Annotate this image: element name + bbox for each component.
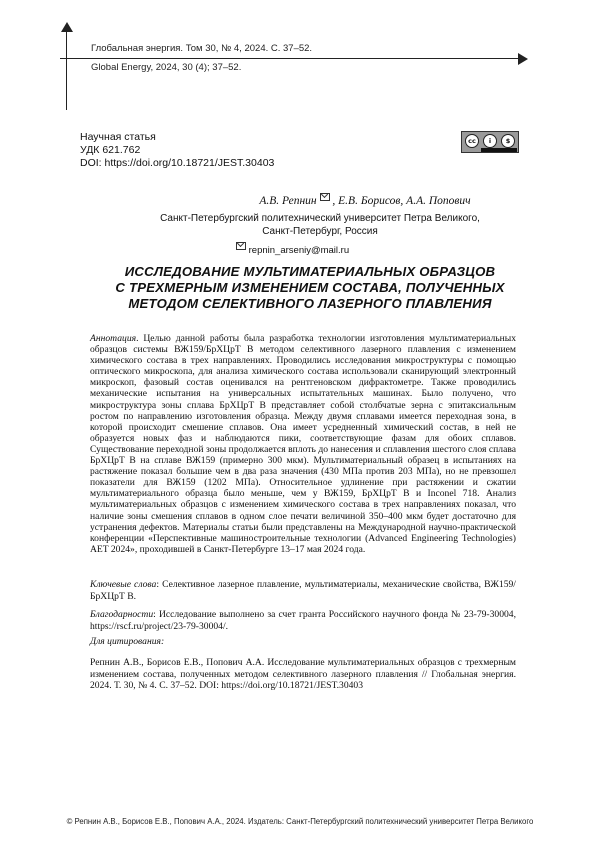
abstract-label: Аннотация <box>90 333 137 344</box>
acknowledgments-text: : Исследование выполнено за счет гранта Российского научного фонда № 23-79-30004, https://rscf.ru/project/23-79-30004/. <box>90 609 516 632</box>
acknowledgments-label: Благодарности <box>90 609 154 620</box>
journal-line-ru: Глобальная энергия. Том 30, № 4, 2024. С. 37–52. <box>91 43 313 54</box>
arrow-right-icon <box>518 53 528 65</box>
keywords-label: Ключевые слова <box>90 579 157 590</box>
title-line-1: ИССЛЕДОВАНИЕ МУЛЬТИМАТЕРИАЛЬНЫХ ОБРАЗЦОВ <box>124 264 496 279</box>
affiliation-line-1: Санкт-Петербургский политехнический университет Петра Великого, <box>160 213 480 224</box>
udc: УДК 621.762 <box>80 144 141 156</box>
header-horizontal-rule <box>60 58 520 59</box>
email <box>236 242 349 256</box>
authors <box>0 193 600 207</box>
keywords-text: : Селективное лазерное плавление, мультиматериалы, механические свойства, ВЖ159/БрХЦрТ В. <box>90 579 516 602</box>
arrow-up-icon <box>61 22 73 32</box>
journal-line-en: Global Energy, 2024, 30 (4); 37–52. <box>91 62 242 73</box>
title-line-3: МЕТОДОМ СЕЛЕКТИВНОГО ЛАЗЕРНОГО ПЛАВЛЕНИЯ <box>128 296 492 311</box>
authors-rest: , Е.В. Борисов, А.А. Попович <box>332 195 471 207</box>
title-line-2: С ТРЕХМЕРНЫМ ИЗМЕНЕНИЕМ СОСТАВА, ПОЛУЧЕННЫХ <box>115 280 505 295</box>
header-vertical-rule <box>66 28 67 110</box>
citation-text: Репнин А.В., Борисов Е.В., Попович А.А. Исследование мультиматериальных образцов с трехмерным изменением состава, полученных методом селективного лазерного плавления // Глобальная энергия. 2024. Т. 30, № 4. С. 37–52. DOI: https://doi.org/10.18721/JEST.30403 <box>90 657 516 692</box>
email-link[interactable]: repnin_arseniy@mail.ru <box>248 245 350 256</box>
license-bar <box>481 148 517 152</box>
citation-label: Для цитирования: <box>90 636 165 647</box>
abstract <box>90 333 516 555</box>
affiliation-line-2: Санкт-Петербург, Россия <box>262 226 378 237</box>
by-icon: i <box>483 134 497 148</box>
abstract-text: . Целью данной работы была разработка технологии изготовления мультиматериальных образцов системы ВЖ159/БрХЦрТ В методом селективного лазерного плавления с изменением химического состава в трех направлениях. Проводились исследования микроструктуры с помощью оптического микроскопа, для анализа химического состава использовали сканирующий электронный микроскоп, фазовый состав оценивался на рентгеновском дифрактометре. Также проводились механические испытания на универсальных испытательных машинах. Было получено, что микроструктура зоны сплава БрХЦрТ В представляет собой столбчатые зерна с эпитаксиальным ростом по направлению изготовления образца. Между двумя сплавами имеется переходная зона, в которой происходит смешение сплавов. Она имеет усредненный химический состав, в ней не образуется новых фаз и наблюдаются пики, соответствующие фазам для обоих сплавов. Существование переходной зоны продолжается вплоть до нанесения и сплавления шестого слоя сплава БрХЦрТ В на сплаве ВЖ159 (примерно 300 мкм). Мультиматериальный образец в испытаниях на растяжение показал большие чем в два раза значения (430 МПа против 203 МПа), но не превзошел показатели для ВЖ159 (1202 МПа). Относительное удлинение при растяжении и сжатии мультиматериального образца было меньше, чем у ВЖ159, БрХЦрТ В и Inconel 718. Анализ мультиматериальных образцов с изменением химического состава в трех направлениях показал, что наличие зоны смешения сплавов в одном слое печати величиной 350–400 мкм будет достаточно для устранения дефектов. Материалы статьи были представлены на Международной научно-практической конференции «Перспективные машиностроительные технологии (Advanced Engineering Technologies) AET 2024», проходившей в Санкт-Петербурге 13–17 мая 2024 года. <box>90 333 516 555</box>
envelope-icon <box>320 193 330 201</box>
doi-link[interactable]: DOI: https://doi.org/10.18721/JEST.30403 <box>80 157 275 169</box>
copyright-footer: © Репнин А.В., Борисов Е.В., Попович А.А., 2024. Издатель: Санкт-Петербургский политехнический университет Петра Великого <box>66 817 534 826</box>
article-title <box>90 264 530 312</box>
keywords <box>90 579 516 602</box>
nc-icon: $ <box>501 134 515 148</box>
acknowledgments <box>90 609 516 632</box>
author-repnin: А.В. Репнин <box>259 195 317 207</box>
envelope-icon <box>236 242 246 250</box>
cc-icon: cc <box>465 134 479 148</box>
cc-by-nc-icon[interactable] <box>461 131 519 153</box>
article-type: Научная статья <box>80 131 156 143</box>
